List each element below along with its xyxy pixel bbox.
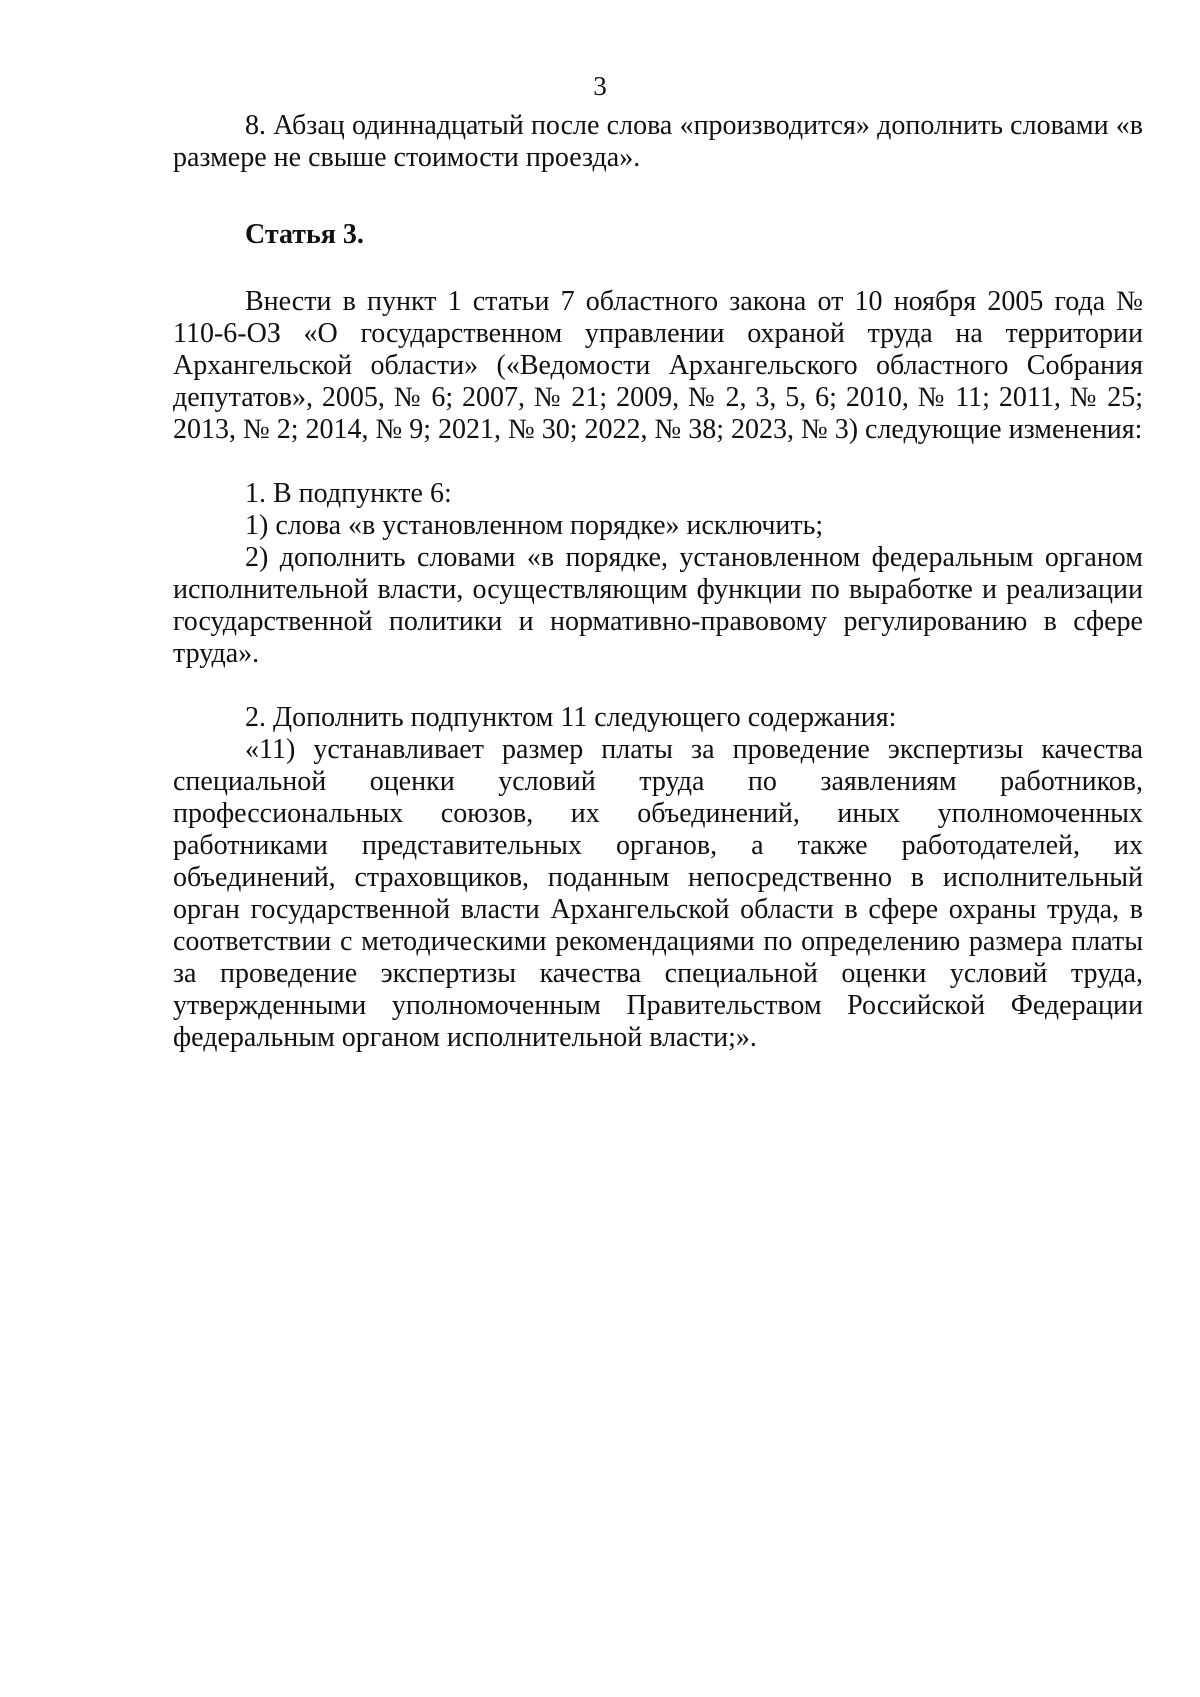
spacer <box>173 174 1143 219</box>
item-1-subitem-1: 1) слова «в установленном порядке» исключить; <box>245 510 824 541</box>
item-1-subitem-2: 2) дополнить словами «в порядке, установленном федеральным органом исполнительной власти, осуществляющим функции по выработке и реализации государственной политики и нормативно-правовому регулированию в сфере труда». <box>173 542 1143 669</box>
paragraph-8: 8. Абзац одиннадцатый после слова «производится» дополнить словами «в размере не свыше стоимости проезда». <box>173 110 1143 173</box>
spacer <box>173 446 1143 478</box>
item-1: 1. В подпункте 6: <box>245 478 452 509</box>
item-2: 2. Дополнить подпунктом 11 следующего содержания: <box>245 702 897 733</box>
item-2-quoted-text: «11) устанавливает размер платы за проведение экспертизы качества специальной оценки условий труда по заявлениям работников, профессиональных союзов, их объединений, иных уполномоченных работниками представительных органов, а также работодателей, их объединений, страховщиков, поданным непосредственно в исполнительный орган государственной власти Архангельской области в сфере охраны труда, в соответствии с методическими рекомендациями по определению размера платы за проведение экспертизы качества специальной оценки условий труда, утвержденными уполномоченным Правительством Российской Федерации федеральным органом исполнительной власти;». <box>173 734 1143 1053</box>
article-heading: Статья 3. <box>245 219 364 250</box>
spacer <box>173 251 1143 286</box>
spacer <box>173 670 1143 702</box>
document-body <box>173 110 1143 1054</box>
page-number: 3 <box>593 71 607 101</box>
article-intro-paragraph: Внести в пункт 1 статьи 7 областного закона от 10 ноября 2005 года № 110-6-ОЗ «О государственном управлении охраной труда на территории Архангельской области» («Ведомости Архангельского областного Собрания депутатов», 2005, № 6; 2007, № 21; 2009, № 2, 3, 5, 6; 2010, № 11; 2011, № 25; 2013, № 2; 2014, № 9; 2021, № 30; 2022, № 38; 2023, № 3) следующие изменения: <box>173 286 1143 445</box>
